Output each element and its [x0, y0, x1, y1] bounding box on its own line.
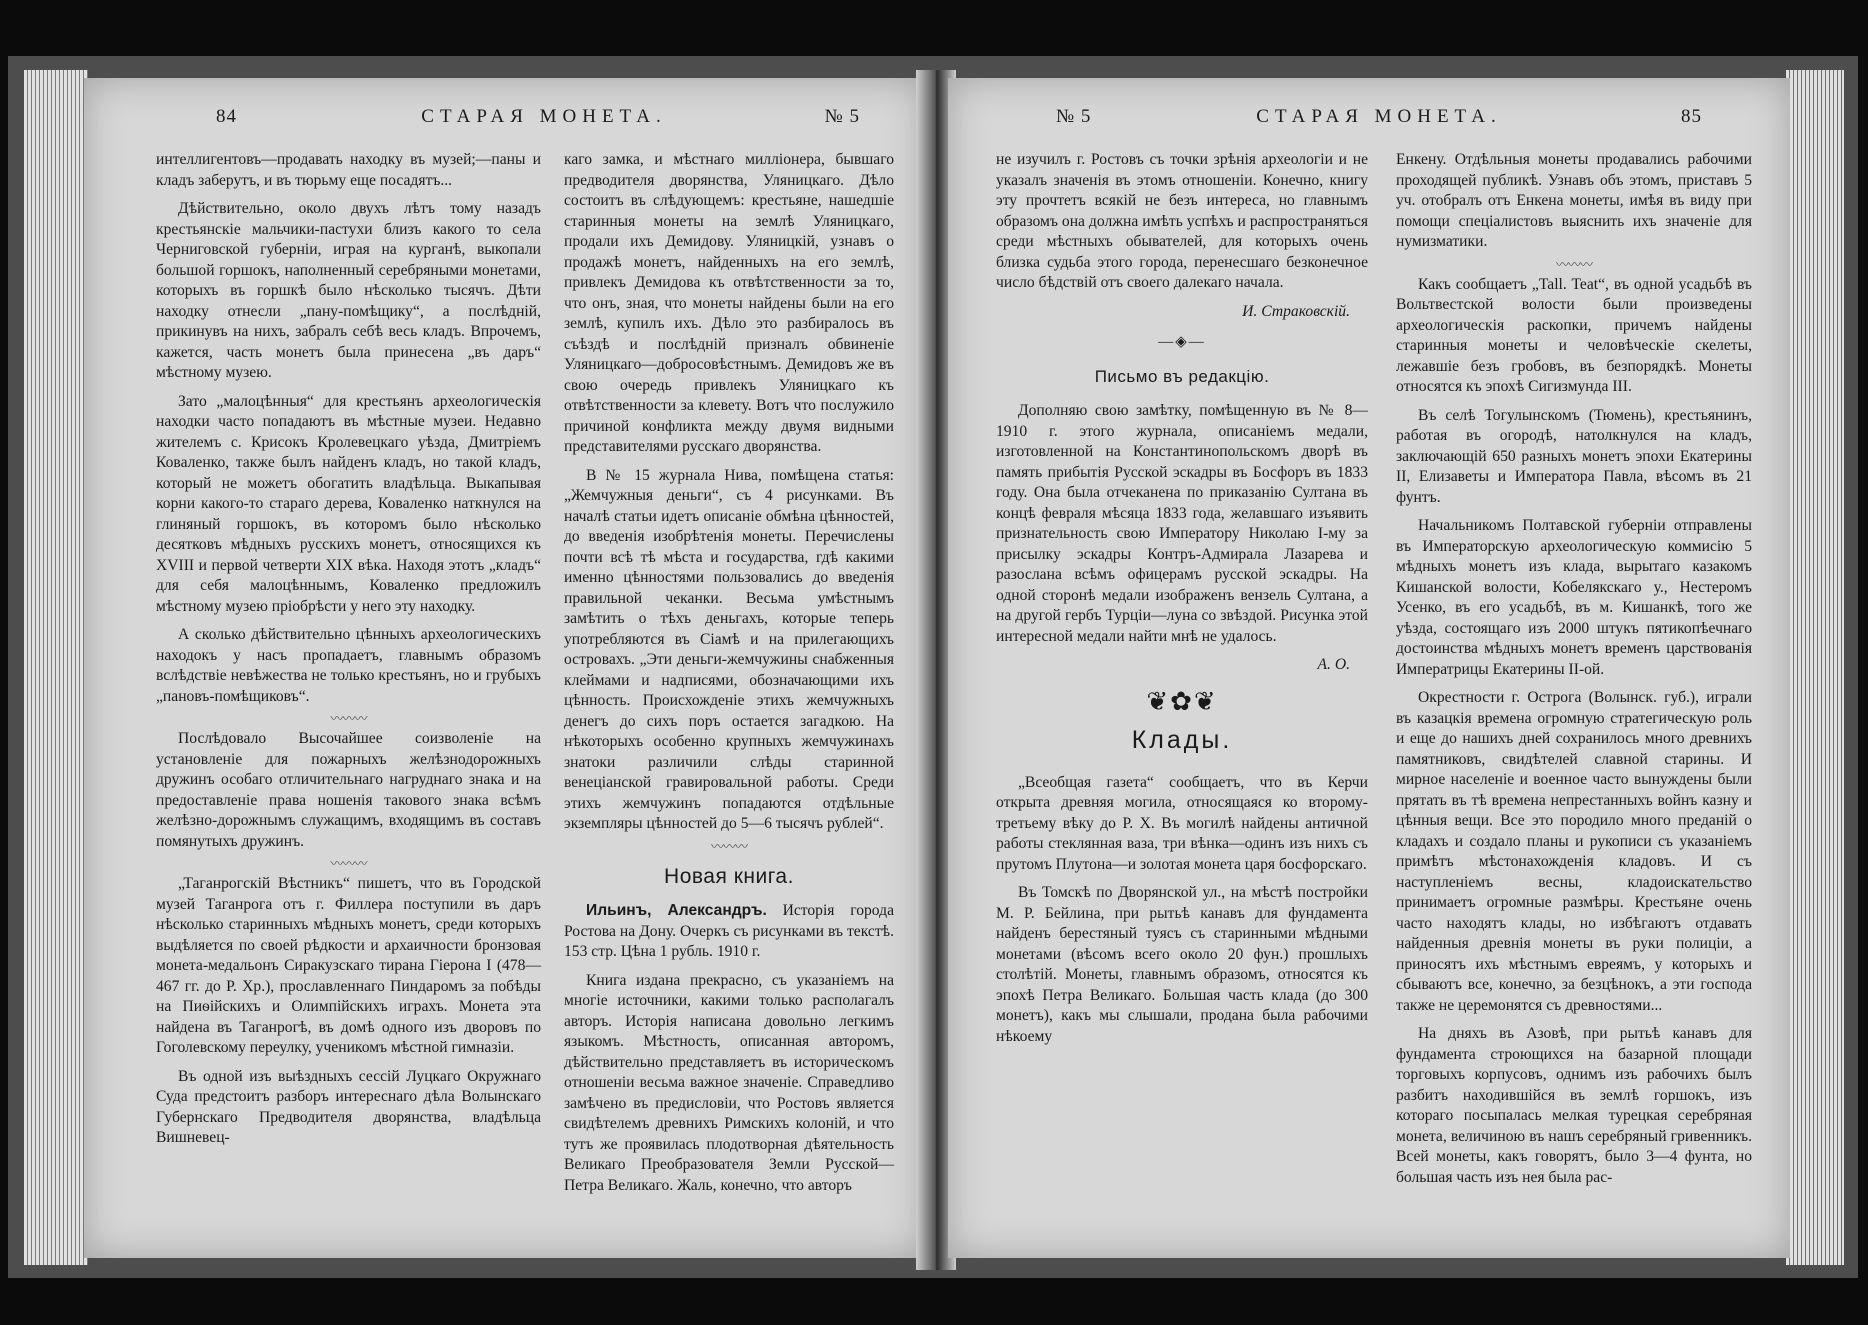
right-running-head — [1008, 106, 1750, 136]
paragraph: каго замка, и мѣстнаго милліонера, бывшаго предводителя дворянства, Уляницкаго. Дѣло состоитъ въ слѣдующемъ: крестьяне, нашедшіе старинныя монеты на землѣ Уляницкаго, продали ихъ Демидову. Уляницкій, узнавъ о продажѣ монетъ, найденныхъ на его землѣ, привлекъ Демидова къ отвѣтственности за то, что онъ, зная, что монеты найдены были на его землѣ, купилъ ихъ. Дѣло это разбиралось въ съѣздѣ и послѣдній призналъ обвиненіе Уляницкаго—добросовѣстнымъ. Демидовъ же въ свою очередь привлекъ Уляницкаго къ отвѣтственности за клевету. Вотъ что послужило причиной конфликта между двумя видными представителями русскаго дворянства. — [564, 151, 894, 455]
ornament: ❦✿❦ — [1146, 686, 1218, 716]
paragraph: Въ Томскѣ по Дворянской ул., на мѣстѣ постройки М. Р. Бейлина, при рытьѣ канавъ для фундамента найденъ берестяный туясъ съ старинными мѣдными монетами (вѣсомъ всего около 20 фун.) прошлыхъ столѣтій. Монеты, главнымъ образомъ, относятся къ эпохѣ Петра Великаго. Большая часть клада (до 300 монетъ), какъ мы слышали, продана была рабочими нѣкоему — [996, 884, 1368, 1045]
right-column-2 — [1396, 150, 1752, 1196]
paragraph: На дняхъ въ Азовѣ, при рытьѣ канавъ для фундамента строющихся на базарной площади торговыхъ корпусовъ, однимъ изъ рабочихъ былъ разбитъ находившійся въ землѣ горшокъ, изъ котораго посыпалась мелкая турецкая серебряная монета, величиною въ нашъ серебряный гривенникъ. Всей монеты, какъ говорятъ, было 3—4 фунта, но большая часть изъ нея была рас- — [1396, 1025, 1752, 1186]
divider: 〰〰〰 — [710, 838, 747, 854]
book-author: Ильинъ, Александръ. — [586, 902, 767, 919]
divider: 〰〰〰 — [330, 856, 367, 871]
divider: 〰〰〰 — [330, 711, 367, 726]
paragraph: Въ одной изъ выѣздныхъ сессій Луцкаго Окружнаго Суда предстоитъ разборъ интереснаго дѣла Волынскаго Губернскаго Предводителя дворянства, владѣльца Вишневец- — [156, 1067, 541, 1146]
left-page — [84, 78, 924, 1258]
paragraph: Начальникомъ Полтавской губерніи отправлены въ Императорскую археологическую коммисію 5 мѣдныхъ монетъ изъ клада, вырытаго казакомъ Кишанской волости, Кобелякскаго у., Нестеромъ Усенко, въ его усадьбѣ, въ м. Кишанкѣ, того же уѣзда, состоящаго изъ 2000 штукъ пятикопѣечнаго достоинства мѣдныхъ монетъ временъ царствованія Императрицы Екатерины II-ой. — [1396, 517, 1752, 678]
book-description: Исторія города Ростова на Дону. Очеркъ съ рисунками въ текстѣ. 153 стр. Цѣна 1 рубль. 1910 г. — [564, 902, 894, 960]
ornament: —◈— — [1158, 334, 1206, 350]
left-running-head — [144, 106, 884, 136]
paragraph: В № 15 журнала Нива, помѣщена статья: „Жемчужныя деньги“, съ 4 рисунками. Въ началѣ статьи идетъ описаніе обмѣна цѣнностей, до введенія изобрѣтенія монеты. Перечислены почти всѣ тѣ мѣста и государства, гдѣ какими именно цѣнностями пользовались до введенія правильной чеканки. Весьма умѣстнымъ замѣтить о тѣхъ деньгахъ, которые теперь употребляются въ Сіамѣ и на прилегающихъ островахъ. „Эти деньги-жемчужины снабженныя клеймами и надписями, обозначающими ихъ цѣнность. Происхожденіе этихъ жемчужныхъ денегъ до сихъ поръ остается загадкою. На нѣкоторыхъ особенно крупныхъ жемчужинахъ знатоки различили слѣды старинной венеціанской гравировальной работы. Среди этихъ жемчужинъ попадаются отдѣльные экземпляры цѣнностей до 5—6 тысячъ рублей“. — [564, 466, 894, 832]
paragraph: Послѣдовало Высочайшее соизволеніе на установленіе для пожарныхъ желѣзнодорожныхъ дружинъ особаго отличительнаго нагруднаго знака и на предоставленіе права ношенія такового знака всѣмъ желѣзно-дорожнымъ служащимъ, входящимъ въ составъ помянутыхъ дружинъ. — [156, 730, 541, 850]
paragraph: „Таганрогскій Вѣстникъ“ пишетъ, что въ Городской музей Таганрога отъ г. Филлера поступили въ даръ нѣсколько старинныхъ мѣдныхъ монетъ, среди которыхъ выдѣляется по своей рѣдкости и архаичности бронзовая монета-медальонъ Сиракузскаго тирана Гіерона I (478—467 гг. до Р. Хр.), прославленнаго Пиндаромъ за побѣды на Пиѳійскихъ и Олимпійскихъ играхъ. Монета эта найдена въ Таганрогѣ, въ домѣ одного изъ дворовъ по Гоголевскому переулку, ученикомъ мѣстной гимназіи. — [156, 875, 541, 1056]
paragraph: Въ селѣ Тогулынскомъ (Тюмень), крестьянинъ, работая въ огородѣ, натолкнулся на кладъ, заключающій 650 разныхъ монетъ эпохи Екатерины II, Елизаветы и Императора Павла, вѣсомъ въ 21 фунтъ. — [1396, 406, 1752, 506]
paragraph: Какъ сообщаетъ „Tall. Teat“, въ одной усадьбѣ въ Вольтвестской волости были произведены археологическія раскопки, причемъ найдены старинныя монеты и человѣческіе скелеты, лежавшіе безъ гробовъ, въ безпорядкѣ. Монеты относятся къ эпохѣ Сигизмунда III. — [1396, 275, 1752, 395]
paragraph: Енкену. Отдѣльныя монеты продавались рабочими проходящей публикѣ. Узнавъ объ этомъ, приставъ 5 уч. отобралъ отъ Енкена монеты, имѣя въ виду при помощи спеціалистовъ выяснить ихъ значеніе для нумизматики. — [1396, 151, 1752, 250]
paragraph: Книга издана прекрасно, съ указаніемъ на многіе источники, какими только располагалъ авторъ. Исторія написана довольно легкимъ языкомъ. Мѣстность, описанная авторомъ, дѣйствительно представляетъ въ историческомъ отношеніи весьма важное значеніе. Справедливо замѣчено въ предисловіи, что Ростовъ является свидѣтелемъ древнихъ Римскихъ колоній, и что тутъ же проявилась плодотворная дѣятельность Великаго Преобразователя Земли Русской—Петра Великаго. Жаль, конечно, что авторъ — [564, 971, 894, 1194]
paragraph: не изучилъ г. Ростовъ съ точки зрѣнія археологіи и не указалъ значенія въ этомъ отношеніи. Конечно, книгу эту прочтетъ всякій не безъ интереса, но главнымъ образомъ она должна имѣть успѣхъ и распространяться среди мѣстныхъ обывателей, для которыхъ очень близка судьба этого города, перенесшаго безконечное число бѣдствій отъ своего далекаго начала. — [996, 151, 1368, 291]
right-page-edges — [1786, 70, 1844, 1265]
paragraph: Дополняю свою замѣтку, помѣщенную въ № 8—1910 г. этого журнала, описаніемъ медали, изготовленной на Константинопольскомъ дворѣ въ память прибытія Русской эскадры въ Босфоръ въ 1833 году. Она была отчеканена по приказанію Султана въ концѣ февраля мѣсяца 1833 года, желавшаго изъявить признательность свою Императору Николаю I-му за присылку эскадры Контръ-Адмирала Лазарева и разослана всѣмъ офицерамъ русской эскадры. На одной сторонѣ медали изображенъ вензель Султана, а на другой гербъ Турціи—луна со звѣздой. Рисунка этой интересной медали найти мнѣ не удалось. — [996, 402, 1368, 645]
signature: А. О. — [1317, 656, 1350, 673]
right-page — [948, 78, 1790, 1258]
paragraph: интеллигентовъ—продавать находку въ музей;—паны и кладъ заберутъ, и въ тюрьму еще посадятъ... — [156, 151, 541, 189]
paragraph: Окрестности г. Острога (Волынск. губ.), играли въ казацкія времена огромную стратегическую роль и еще до нашихъ дней сохранилось много древнихъ памятниковъ, свидѣтелей славной старины. И мирное населеніе и военное часто вынуждены были прятать въ тѣ времена непрестанныхъ войнъ казну и цѣнныя вещи. Все это породило много преданій о кладахъ и создало планы и рукописи съ указаніемъ примѣтъ мѣстонахожденія кладовъ. И съ наступленіемъ весны, кладоискательство принимаетъ огромные размѣры. Крестьяне очень часто находятъ клады, но избѣгаютъ отдавать найденныя древнія монеты въ руки полиціи, а приносятъ ихъ мѣстнымъ евреямъ, у которыхъ и сбываютъ все, конечно, за безцѣнокъ, а эти господа также не церемонятся съ древностями... — [1396, 689, 1752, 1014]
journal-title: СТАРАЯ МОНЕТА. — [421, 106, 667, 127]
book-entry — [564, 901, 894, 963]
page-number: 85 — [1681, 106, 1702, 127]
divider: 〰〰〰 — [1555, 256, 1592, 272]
section-heading: Клады. — [1131, 726, 1233, 754]
new-book-heading: Новая книга. — [664, 864, 794, 888]
left-page-edges — [24, 70, 88, 1265]
paragraph: „Всеобщая газета“ сообщаетъ, что въ Керчи открыта древняя могила, относящаяся ко второму-третьему вѣку до Р. Х. Въ могилѣ найдены античной работы стеклянная ваза, три вѣнка—одинъ изъ нихъ съ прутомъ Плутона—и золотая монета царя босфорскаго. — [996, 773, 1368, 873]
letter-heading: Письмо въ редакцію. — [1094, 366, 1270, 386]
issue-number: № 5 — [824, 106, 860, 127]
issue-number: № 5 — [1056, 106, 1092, 127]
signature: И. Страковскій. — [1242, 302, 1350, 320]
paragraph: Дѣйствительно, около двухъ лѣтъ тому назадъ крестьянскіе мальчики-пастухи близъ какого то села Черниговской губерніи, играя на курганѣ, выкопали большой горшокъ, наполненный серебряными монетами, которыхъ въ горшкѣ было нѣсколько тысячъ. Дѣти находку отнесли „пану-помѣщику“, а послѣдній, прикинувъ на нихъ, забралъ себѣ весь кладъ. Впрочемъ, кажется, часть монетъ была принесена „въ даръ“ мѣстному музею. — [156, 200, 541, 381]
left-column-1 — [156, 150, 541, 1157]
page-number: 84 — [216, 106, 237, 127]
journal-title: СТАРАЯ МОНЕТА. — [1256, 106, 1502, 127]
paragraph: Зато „малоцѣнныя“ для крестьянъ археологическія находки часто попадаютъ въ мѣстные музеи. Недавно жителемъ с. Крисокъ Кролевецкаго уѣзда, Дмитріемъ Коваленко, также былъ найденъ кладъ, но такой кладъ, который не можетъ обогатить владѣльца. Выкапывая корни какого-то стараго дерева, Коваленко наткнулся на глиняный горшокъ, въ которомъ было нѣсколько десятковъ мѣдныхъ русскихъ монетъ, относящихся къ XVIII и первой четверти XIX вѣка. Находя этотъ „кладъ“ для себя малоцѣннымъ, Коваленко предложилъ мѣстному музею пріобрѣсти у него эту находку. — [156, 392, 541, 615]
right-column-1 — [996, 150, 1368, 1055]
paragraph: А сколько дѣйствительно цѣнныхъ археологическихъ находокъ у насъ пропадаетъ, главнымъ образомъ вслѣдствіе невѣжества не только крестьянъ, но и грубыхъ „пановъ-помѣщиковъ“. — [156, 626, 541, 705]
left-column-2 — [564, 150, 894, 1204]
